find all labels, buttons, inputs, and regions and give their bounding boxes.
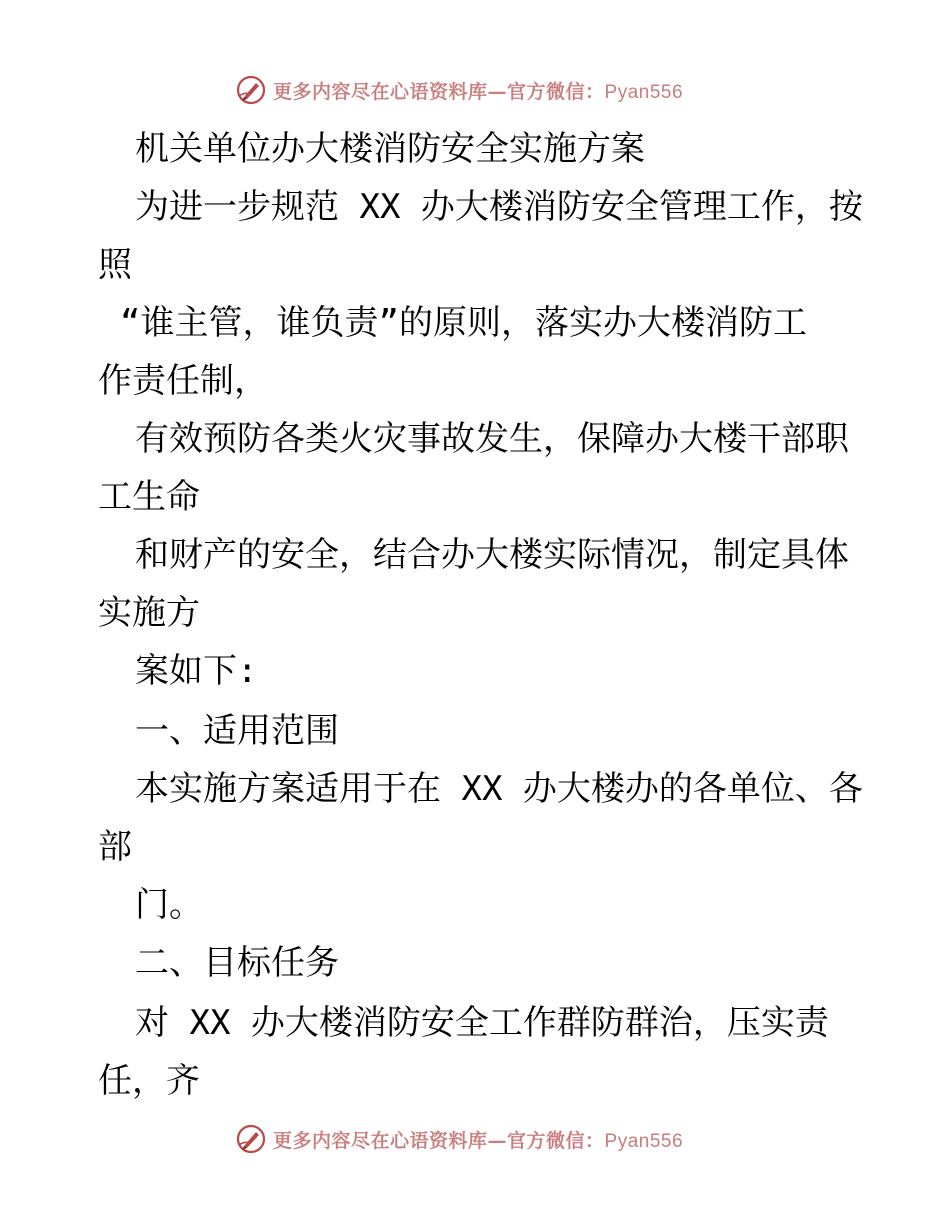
paragraph-line: 为进一步规范 XX 办大楼消防安全管理工作，按	[135, 187, 863, 227]
paragraph-line: 部	[98, 827, 132, 867]
paragraph-line: 实施方	[98, 593, 200, 633]
paragraph-line: 有效预防各类火灾事故发生，保障办大楼干部职	[135, 419, 849, 459]
paragraph-line: 作责任制，	[98, 361, 268, 401]
paragraph-line: “谁主管，谁负责”的原则，落实办大楼消防工	[120, 303, 807, 343]
paragraph-line: 对 XX 办大楼消防安全工作群防群治，压实责	[135, 1003, 829, 1043]
document-title: 机关单位办大楼消防安全实施方案	[135, 129, 645, 169]
section-heading: 二、目标任务	[135, 943, 339, 983]
paragraph-line: 门。	[135, 885, 203, 925]
paragraph-line: 本实施方案适用于在 XX 办大楼办的各单位、各	[135, 769, 863, 809]
section-heading: 一、适用范围	[135, 711, 339, 751]
pen-logo-icon	[235, 74, 267, 106]
paragraph-line: 照	[98, 245, 132, 285]
header-watermark	[235, 73, 683, 107]
paragraph-line: 工生命	[98, 477, 200, 517]
watermark-text: 更多内容尽在心语资料库—官方微信：Pyan556	[273, 80, 684, 103]
watermark-text: 更多内容尽在心语资料库—官方微信：Pyan556	[273, 1129, 684, 1152]
paragraph-line: 和财产的安全，结合办大楼实际情况，制定具体	[135, 535, 849, 575]
footer-watermark	[235, 1122, 683, 1156]
paragraph-line: 案如下:	[135, 651, 258, 691]
paragraph-line: 任，齐	[98, 1061, 200, 1101]
pen-logo-icon	[235, 1123, 267, 1155]
